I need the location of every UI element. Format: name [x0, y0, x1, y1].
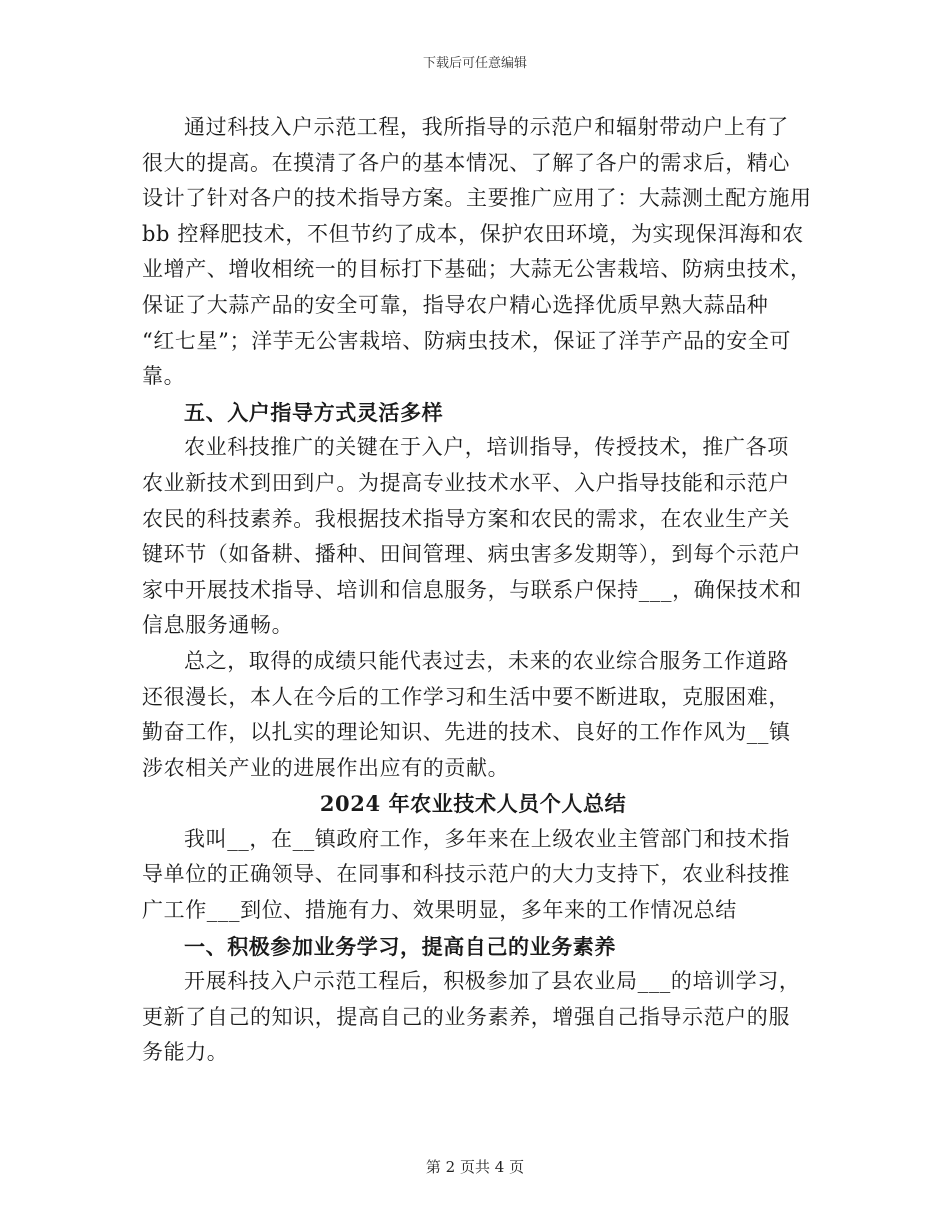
text-line: 农业新技术到田到户。为提高专业技术水平、入户指导技能和示范户 — [142, 470, 790, 495]
paragraph-introduction — [142, 822, 804, 929]
text-line: 设计了针对各户的技术指导方案。主要推广应用了：大蒜测土配方施用 — [142, 186, 812, 211]
document-title: 2024 年农业技术人员个人总结 — [319, 791, 627, 817]
text-line: 还很漫长，本人在今后的工作学习和生活中要不断进取，克服困难， — [142, 684, 790, 709]
section-heading-one: 一、积极参加业务学习，提高自己的业务素养 — [184, 933, 616, 959]
text-line: 通过科技入户示范工程，我所指导的示范户和辐射带动户上有了 — [184, 115, 789, 139]
paragraph-tech-outreach-results — [142, 110, 812, 395]
text-line: 勤奋工作，以扎实的理论知识、先进的技术、良好的工作作风为__镇 — [142, 720, 791, 745]
text-line: 我叫__，在__镇政府工作，多年来在上级农业主管部门和技术指 — [184, 826, 790, 851]
page-number-footer: 第 2 页共 4 页 — [425, 1158, 525, 1176]
text-line: 农民的科技素养。我根据技术指导方案和农民的需求，在农业生产关 — [142, 506, 790, 531]
text-line: “红七星”；洋芋无公害栽培、防病虫技术，保证了洋芋产品的安全可 — [142, 328, 792, 353]
text-line: 很大的提高。在摸清了各户的基本情况、了解了各户的需求后，精心 — [142, 150, 790, 175]
text-line: 农业科技推广的关键在于入户，培训指导，传授技术，推广各项 — [184, 435, 789, 460]
text-line: 开展科技入户示范工程后，积极参加了县农业局___的培训学习， — [184, 969, 801, 994]
text-line: 保证了大蒜产品的安全可靠，指导农户精心选择优质早熟大蒜品种 — [142, 292, 769, 317]
document-body — [142, 110, 812, 1071]
text-line: 广工作___到位、措施有力、效果明显，多年来的工作情况总结 — [142, 898, 737, 923]
text-line: 涉农相关产业的进展作出应有的贡献。 — [142, 755, 510, 780]
text-line: 总之，取得的成绩只能代表过去，未来的农业综合服务工作道路 — [184, 648, 789, 673]
text-line: 信息服务通畅。 — [142, 613, 294, 638]
text-line: 键环节（如备耕、播种、田间管理、病虫害多发期等），到每个示范户 — [142, 542, 802, 567]
page-header: 下载后可任意编辑 — [422, 56, 527, 71]
text-line: 更新了自己的知识，提高自己的业务素养，增强自己指导示范户的服 — [142, 1004, 790, 1029]
paragraph-professional-study — [142, 964, 804, 1071]
text-line: 务能力。 — [142, 1040, 229, 1065]
paragraph-guidance-methods — [142, 430, 804, 644]
section-heading-five: 五、入户指导方式灵活多样 — [184, 399, 444, 425]
text-line: 家中开展技术指导、培训和信息服务，与联系户保持___，确保技术和 — [142, 577, 802, 602]
text-line: 导单位的正确领导、在同事和科技示范户的大力支持下，农业科技推 — [142, 862, 790, 887]
text-line: 业增产、增收相统一的目标打下基础；大蒜无公害栽培、防病虫技术， — [142, 257, 812, 282]
paragraph-conclusion — [142, 644, 804, 786]
text-line: 靠。 — [142, 364, 186, 389]
text-line: bb 控释肥技术，不但节约了成本，保护农田环境，为实现保洱海和农 — [142, 221, 804, 246]
